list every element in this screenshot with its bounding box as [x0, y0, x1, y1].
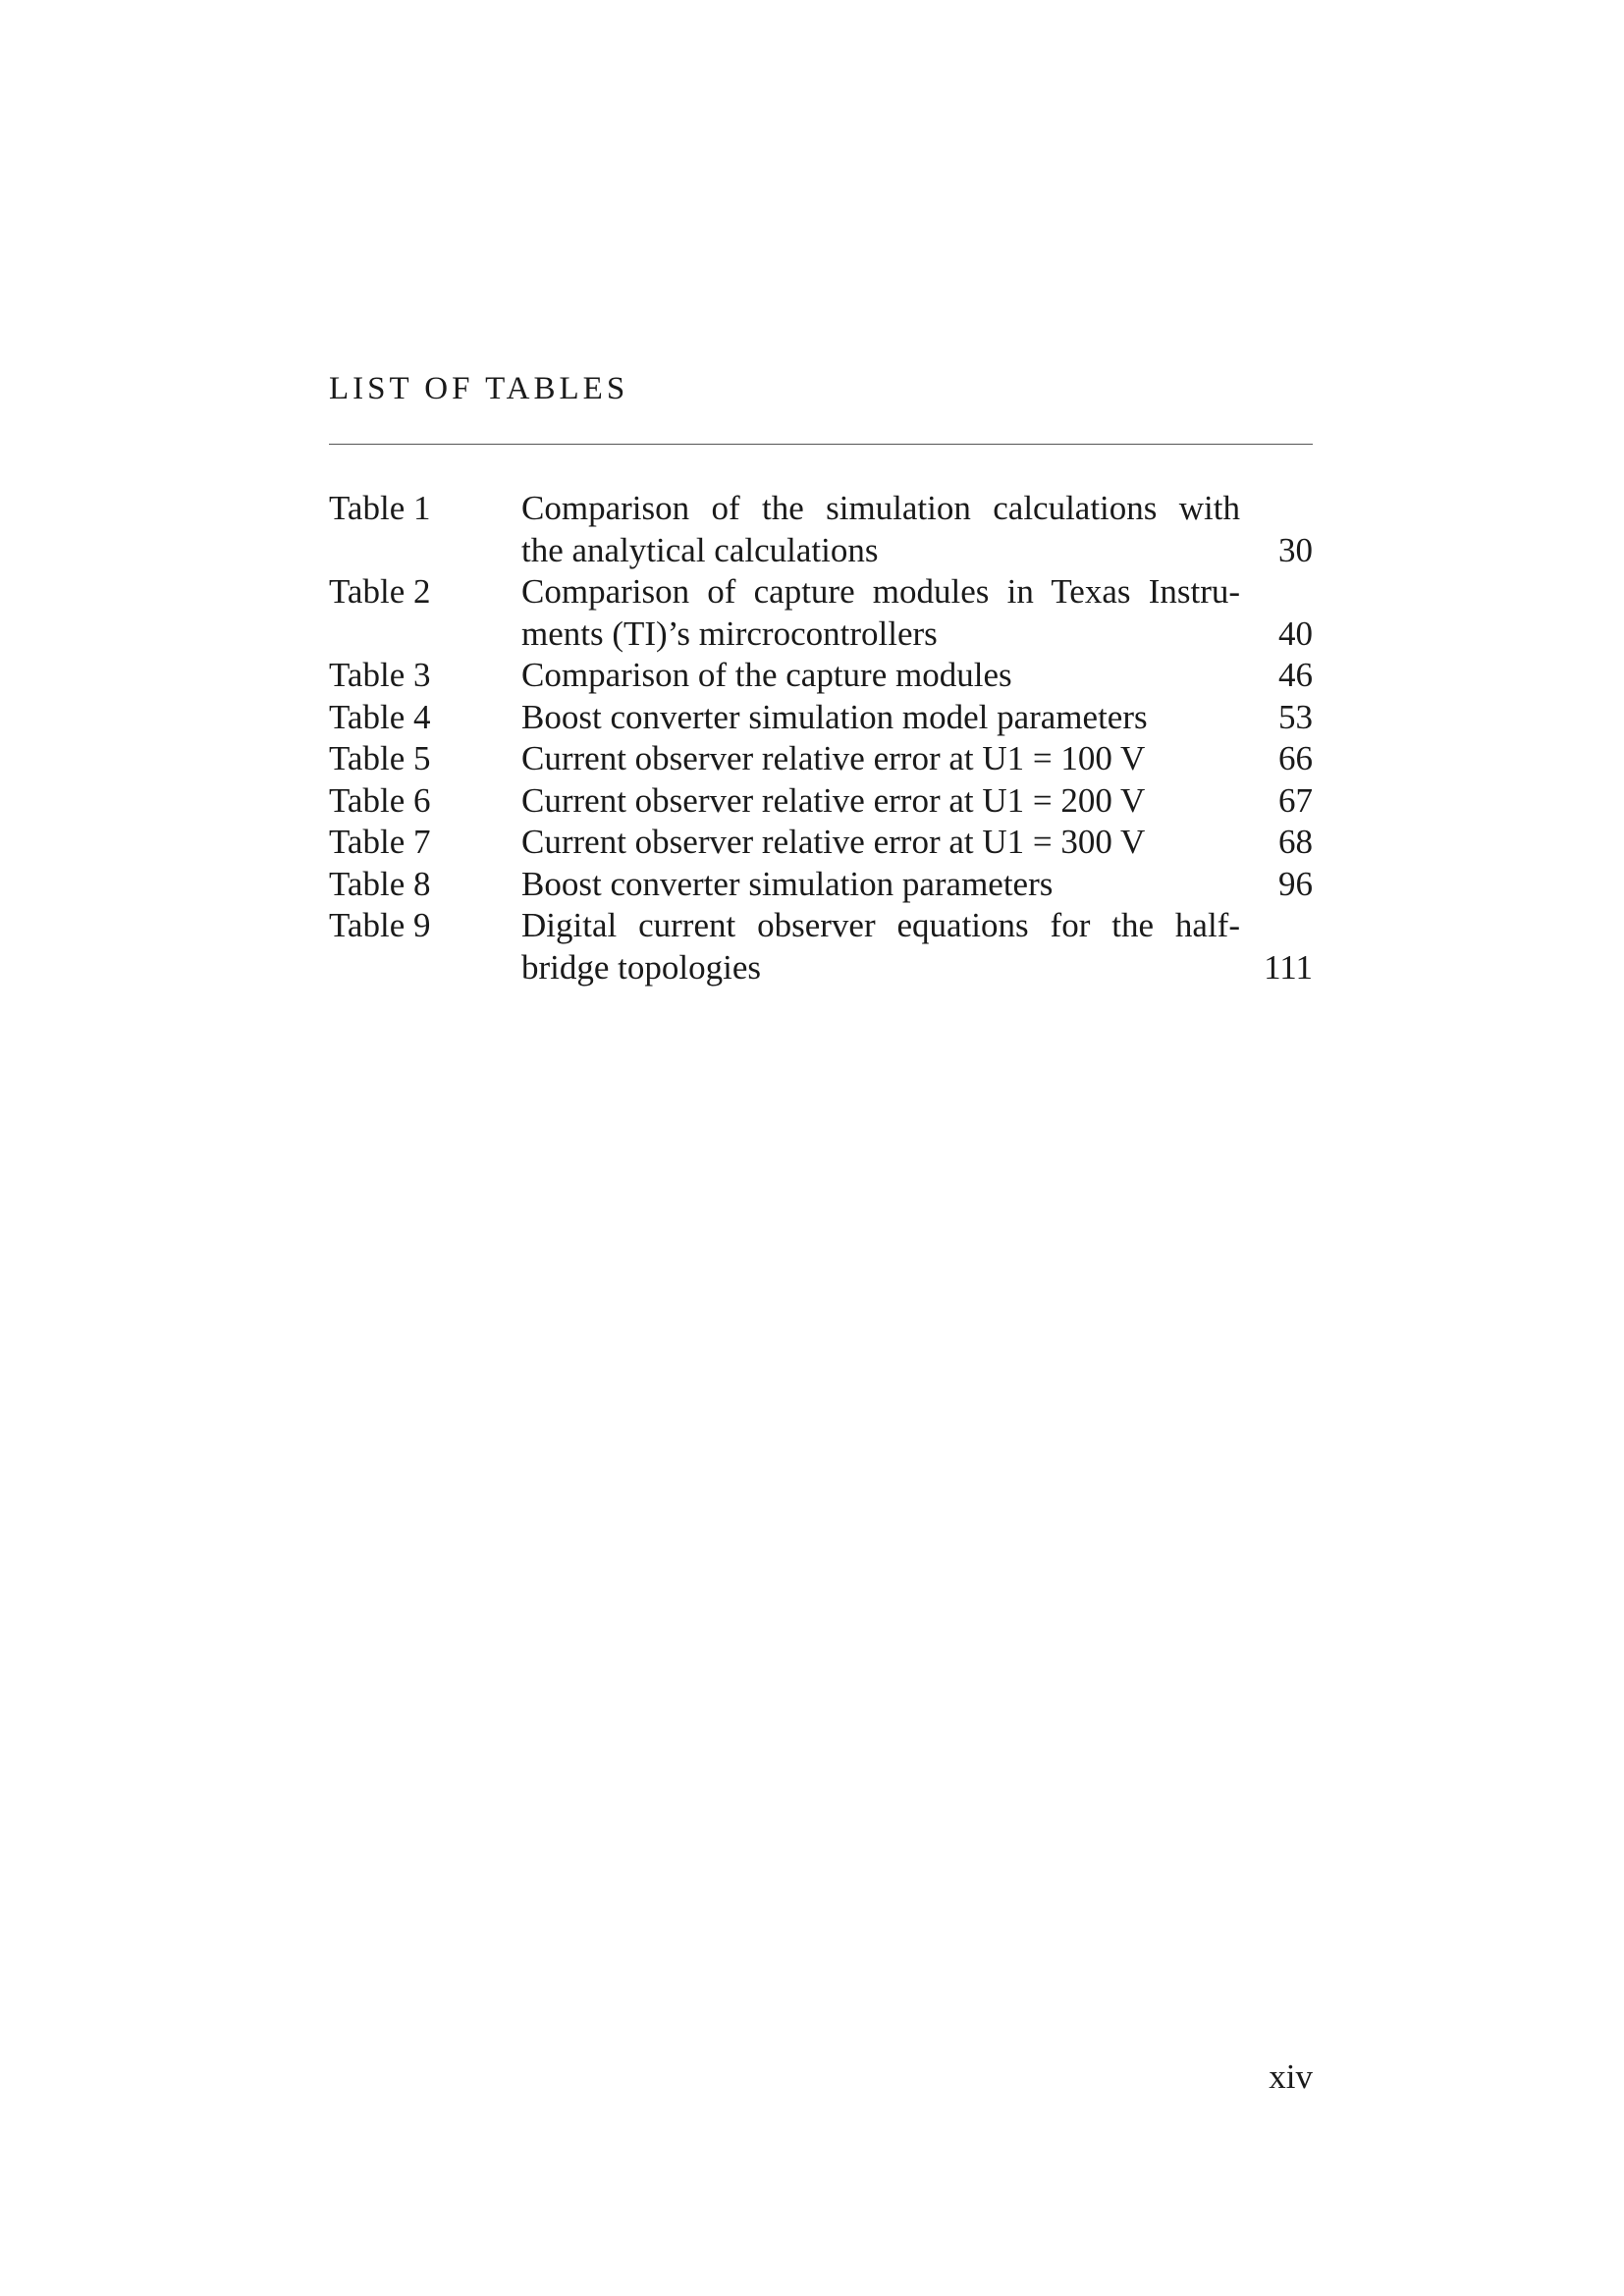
entry-title — [521, 571, 1240, 655]
entry-title — [521, 905, 1240, 988]
entry-label: Table 3 — [329, 656, 431, 694]
entry-page-number: 53 — [1278, 697, 1313, 736]
entry-label: Table 9 — [329, 906, 431, 944]
entry-page-number: 111 — [1264, 947, 1313, 987]
entry-title-line: Boost converter simulation parameters — [521, 864, 1054, 903]
toc-entry-table-3[interactable] — [329, 655, 1313, 697]
entry-title-line: Comparison of capture modules in Texas Instru- — [521, 572, 1240, 611]
toc-entry-table-1[interactable] — [329, 488, 1313, 571]
entry-label: Table 1 — [329, 489, 431, 527]
entry-page-number: 30 — [1278, 530, 1313, 569]
entry-page-number: 40 — [1278, 614, 1313, 653]
toc-entry-table-4[interactable] — [329, 697, 1313, 739]
entry-label: Table 6 — [329, 780, 431, 820]
entry-label: Table 2 — [329, 572, 431, 611]
toc-entry-table-6[interactable] — [329, 780, 1313, 823]
entry-title-line: the analytical calculations — [521, 530, 879, 569]
toc-entry-table-2[interactable] — [329, 571, 1313, 655]
entry-label: Table 8 — [329, 864, 431, 903]
entry-page-number: 68 — [1278, 823, 1313, 861]
toc-entry-table-9[interactable] — [329, 905, 1313, 988]
entry-title-line: Digital current observer equations for the half- — [521, 906, 1240, 944]
entry-title-line: Boost converter simulation model parameters — [521, 697, 1148, 736]
entry-title-line: ments (TI)’s mircrocontrollers — [521, 614, 938, 653]
entry-title-line: Current observer relative error at U1 = 300 V — [521, 823, 1146, 861]
entry-title-line: Comparison of the simulation calculations with — [521, 489, 1240, 527]
entry-title — [521, 780, 1240, 823]
entry-title-line: Comparison of the capture modules — [521, 656, 1012, 694]
entry-label: Table 5 — [329, 739, 431, 777]
list-of-tables — [329, 488, 1313, 988]
entry-label: Table 4 — [329, 697, 431, 736]
heading-rule — [329, 444, 1313, 445]
entry-title — [521, 697, 1240, 739]
entry-title — [521, 822, 1240, 864]
entry-title-line: Current observer relative error at U1 = 100 V — [521, 739, 1146, 777]
entry-title — [521, 738, 1240, 780]
entry-page-number: 46 — [1278, 656, 1313, 694]
toc-entry-table-7[interactable] — [329, 822, 1313, 864]
entry-title — [521, 488, 1240, 571]
entry-title-line: bridge topologies — [521, 947, 761, 987]
toc-entry-table-5[interactable] — [329, 738, 1313, 780]
page-number: xiv — [1269, 2057, 1313, 2096]
entry-title-line: Current observer relative error at U1 = 200 V — [521, 780, 1146, 820]
toc-entry-table-8[interactable] — [329, 864, 1313, 906]
entry-page-number: 66 — [1278, 739, 1313, 777]
entry-page-number: 96 — [1278, 864, 1313, 903]
entry-title — [521, 864, 1240, 906]
entry-label: Table 7 — [329, 823, 431, 861]
page-heading: LIST OF TABLES — [329, 371, 629, 406]
entry-page-number: 67 — [1278, 780, 1313, 820]
entry-title — [521, 655, 1240, 697]
